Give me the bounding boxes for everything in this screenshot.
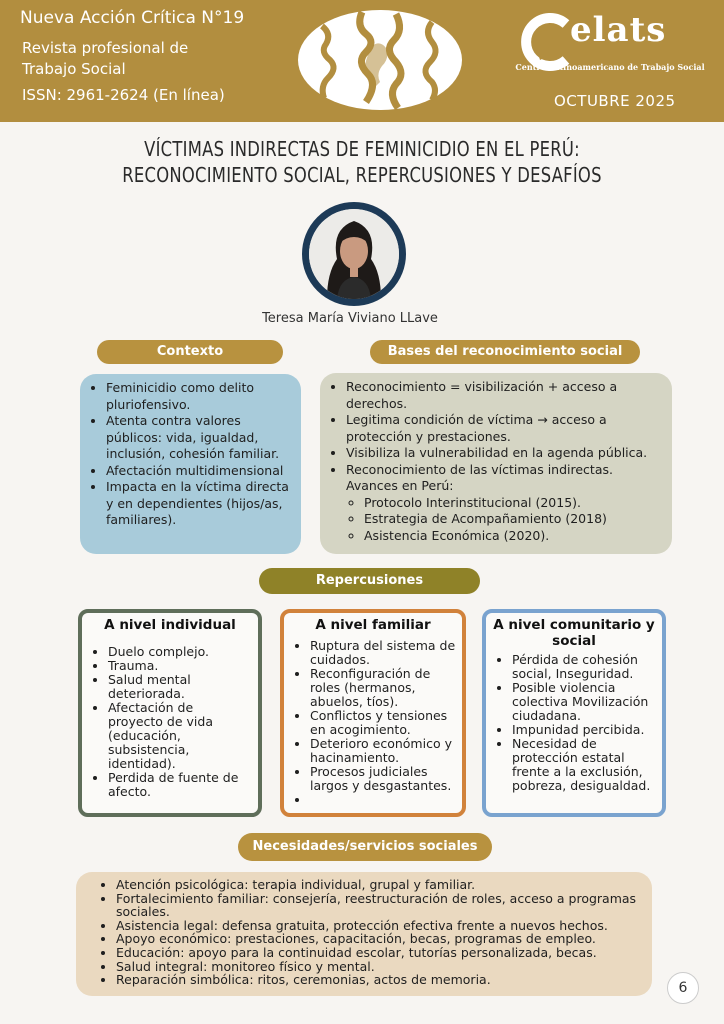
list-item: • Atención psicológica: terapia individual, grupal y familiar.: [116, 878, 644, 892]
list-item: • Ruptura del sistema de cuidados.: [310, 639, 456, 667]
list-item: • Asistencia legal: defensa gratuita, protección efectiva frente a nuevos hechos.: [116, 919, 644, 933]
list-item: • Trauma.: [108, 659, 252, 673]
list-item: • Reparación simbólica: ritos, ceremonias, actos de memoria.: [116, 973, 644, 987]
individual-title: A nivel individual: [104, 617, 236, 633]
list-item: • Impacta en la víctima directa y en dependientes (hijos/as, familiares).: [106, 479, 295, 529]
list-item: [310, 793, 456, 807]
issue-date: OCTUBRE 2025: [554, 92, 676, 110]
necesidades-box: [76, 872, 652, 996]
list-item: • Deterioro económico y hacinamiento.: [310, 737, 456, 765]
list-item: • Legitima condición de víctima → acceso a protección y prestaciones.: [346, 412, 664, 445]
celats-logo-text: elats: [570, 10, 667, 50]
page-number: 6: [667, 972, 699, 1004]
list-item: ◦ Asistencia Económica (2020).: [364, 528, 664, 545]
familiar-list: [284, 639, 462, 807]
list-item: • Impunidad percibida.: [512, 723, 656, 737]
list-item: • Salud mental deteriorada.: [108, 673, 252, 701]
faces-globe-logo: [292, 6, 468, 114]
comunitario-title: A nivel comunitario y social: [493, 617, 655, 649]
familiar-box: [280, 609, 466, 817]
list-item: • Fortalecimiento familiar: consejería, reestructuración de roles, acceso a programas sociales.: [116, 892, 644, 919]
comunitario-box: [482, 609, 666, 817]
article-title-line2: RECONOCIMIENTO SOCIAL, REPERCUSIONES Y DESAFÍOS: [122, 163, 602, 187]
list-item: • Conflictos y tensiones en acogimiento.: [310, 709, 456, 737]
journal-header: [0, 0, 724, 122]
necesidades-list: [90, 878, 644, 987]
list-item: • Necesidad de protección estatal frente a la exclusión, pobreza, desigualdad.: [512, 737, 656, 793]
journal-issn: ISSN: 2961-2624 (En línea): [22, 86, 225, 104]
familiar-title: A nivel familiar: [315, 617, 431, 633]
list-item: • Posible violencia colectiva Movilización ciudadana.: [512, 681, 656, 723]
celats-logo-subtitle: Centro Latinoamericano de Trabajo Social: [515, 62, 705, 72]
list-item: • Procesos judiciales largos y desgastantes.: [310, 765, 456, 793]
article-title-line1: VÍCTIMAS INDIRECTAS DE FEMINICIDIO EN EL PERÚ:: [144, 137, 580, 161]
list-item: • Atenta contra valores públicos: vida, igualdad, inclusión, cohesión familiar.: [106, 413, 295, 463]
list-item: • Pérdida de cohesión social, Inseguridad.: [512, 653, 656, 681]
individual-list: [82, 645, 258, 799]
author-name: Teresa María Viviano LLave: [262, 311, 438, 326]
author-avatar: [302, 202, 406, 306]
list-item: • Duelo complejo.: [108, 645, 252, 659]
list-item: • Feminicidio como delito pluriofensivo.: [106, 380, 295, 413]
journal-name: Nueva Acción Crítica N°19: [20, 8, 245, 28]
list-item: • Visibiliza la vulnerabilidad en la agenda pública.: [346, 445, 664, 462]
list-item: • Reconocimiento = visibilización + acceso a derechos.: [346, 379, 664, 412]
list-item-text: Reconocimiento de las víctimas indirectas. Avances en Perú:: [346, 461, 613, 493]
necesidades-label: Necesidades/servicios sociales: [238, 833, 492, 861]
list-item: • Reconfiguración de roles (hermanos, abuelos, tíos).: [310, 667, 456, 709]
person-portrait-icon: [309, 209, 399, 299]
individual-box: [78, 609, 262, 817]
article-title: [90, 136, 634, 188]
list-item: • Salud integral: monitoreo físico y mental.: [116, 960, 644, 974]
comunitario-list: [486, 653, 662, 793]
journal-subtitle: [22, 38, 188, 80]
list-item: • Afectación multidimensional: [106, 463, 295, 480]
list-item: ◦ Estrategia de Acompañamiento (2018): [364, 511, 664, 528]
list-item: ◦ Protocolo Interinstitucional (2015).: [364, 495, 664, 512]
list-item: • Educación: apoyo para la continuidad escolar, tutorías personalizada, becas.: [116, 946, 644, 960]
bases-sublist: [346, 495, 664, 545]
bases-box: [320, 373, 672, 554]
list-item: [346, 462, 664, 545]
contexto-label: Contexto: [97, 340, 283, 364]
list-item: • Apoyo económico: prestaciones, capacitación, becas, programas de empleo.: [116, 932, 644, 946]
repercusiones-label: Repercusiones: [259, 568, 480, 594]
journal-subtitle-line2: Trabajo Social: [22, 60, 126, 78]
bases-list: [320, 379, 664, 544]
bases-label: Bases del reconocimiento social: [370, 340, 640, 364]
journal-subtitle-line1: Revista profesional de: [22, 39, 189, 57]
contexto-box: [80, 374, 301, 554]
author-photo: [309, 209, 399, 299]
list-item: • Perdida de fuente de afecto.: [108, 771, 252, 799]
contexto-list: [80, 380, 295, 529]
list-item: • Afectación de proyecto de vida (educación, subsistencia, identidad).: [108, 701, 252, 771]
